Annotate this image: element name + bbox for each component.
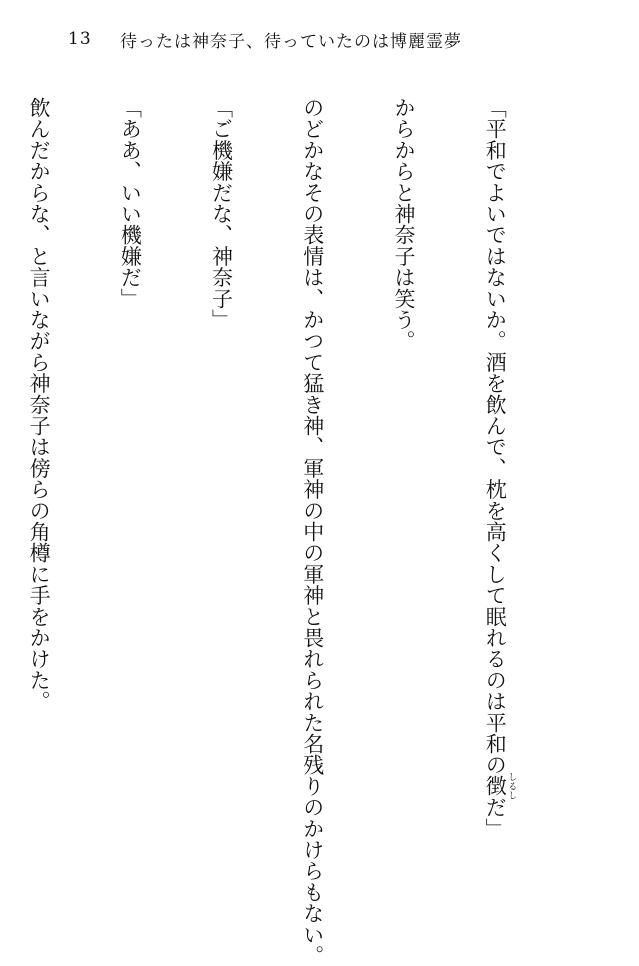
text-line-1-main: 「平和でよいではないか。酒を飲んで、枕を高くして眠れるのは平和の — [483, 97, 508, 776]
text-line-2: からからと神奈子は笑う。 — [391, 97, 416, 352]
text-line-6: 飲んだからな、と言いながら神奈子は傍らの角樽に手をかけた。 — [27, 97, 52, 712]
text-line-1 — [480, 97, 516, 877]
text-line-4: 「ご機嫌だな、神奈子」 — [209, 97, 234, 331]
page-number: 13 — [68, 29, 92, 49]
text-line-1-end: だ」 — [483, 796, 508, 840]
chapter-title: 待ったは神奈子、待っていたのは博麗霊夢 — [120, 31, 462, 52]
ruby-shirushi-base: 徴 — [483, 772, 508, 800]
text-line-5: 「ああ、いい機嫌だ」 — [118, 97, 143, 309]
text-line-3: のどかなその表情は、かつて猛き神、軍神の中の軍神と畏れられた名残りのかけらもない。 — [300, 97, 325, 966]
ruby-shirushi-reading: しるし — [506, 772, 517, 800]
running-header — [68, 26, 462, 52]
vertical-body-text — [27, 97, 577, 966]
ruby-shirushi — [483, 772, 517, 800]
